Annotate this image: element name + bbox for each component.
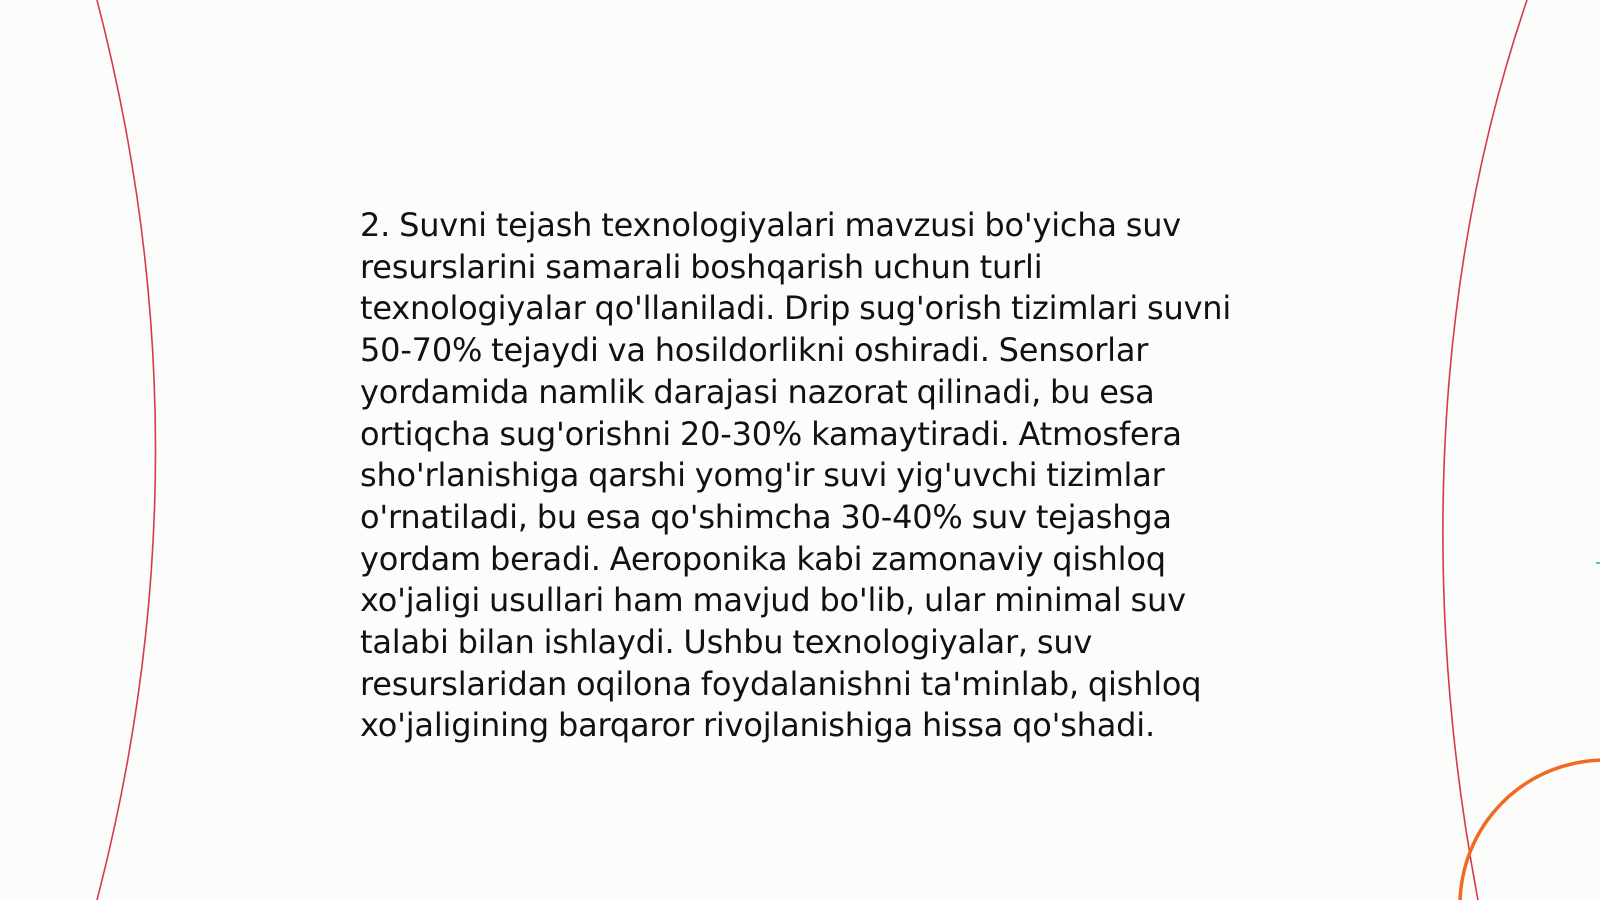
left-red-arc: [97, 0, 156, 900]
right-red-arc: [1443, 0, 1527, 900]
bottom-right-orange-circle: [1460, 760, 1600, 900]
slide-body-text: 2. Suvni tejash texnologiyalari mavzusi bo'yicha suv resurslarini samarali boshqarish uchun turli texnologiyalar qo'llaniladi. Drip sug'orish tizimlari suvni 50-70% tejaydi va hosildorlikni oshiradi. Sensorlar yordamida namlik darajasi nazorat qilinadi, bu esa ortiqcha sug'orishni 20-30% kamaytiradi. Atmosfera sho'rlanishiga qarshi yomg'ir suvi yig'uvchi tizimlar o'rnatiladi, bu esa qo'shimcha 30-40% suv tejashga yordam beradi. Aeroponika kabi zamonaviy qishloq xo'jaligi usullari ham mavjud bo'lib, ular minimal suv talabi bilan ishlaydi. Ushbu texnologiyalar, suv resurslaridan oqilona foydalanishni ta'minlab, qishloq xo'jaligining barqaror rivojlanishiga hissa qo'shadi.: [360, 206, 1232, 745]
